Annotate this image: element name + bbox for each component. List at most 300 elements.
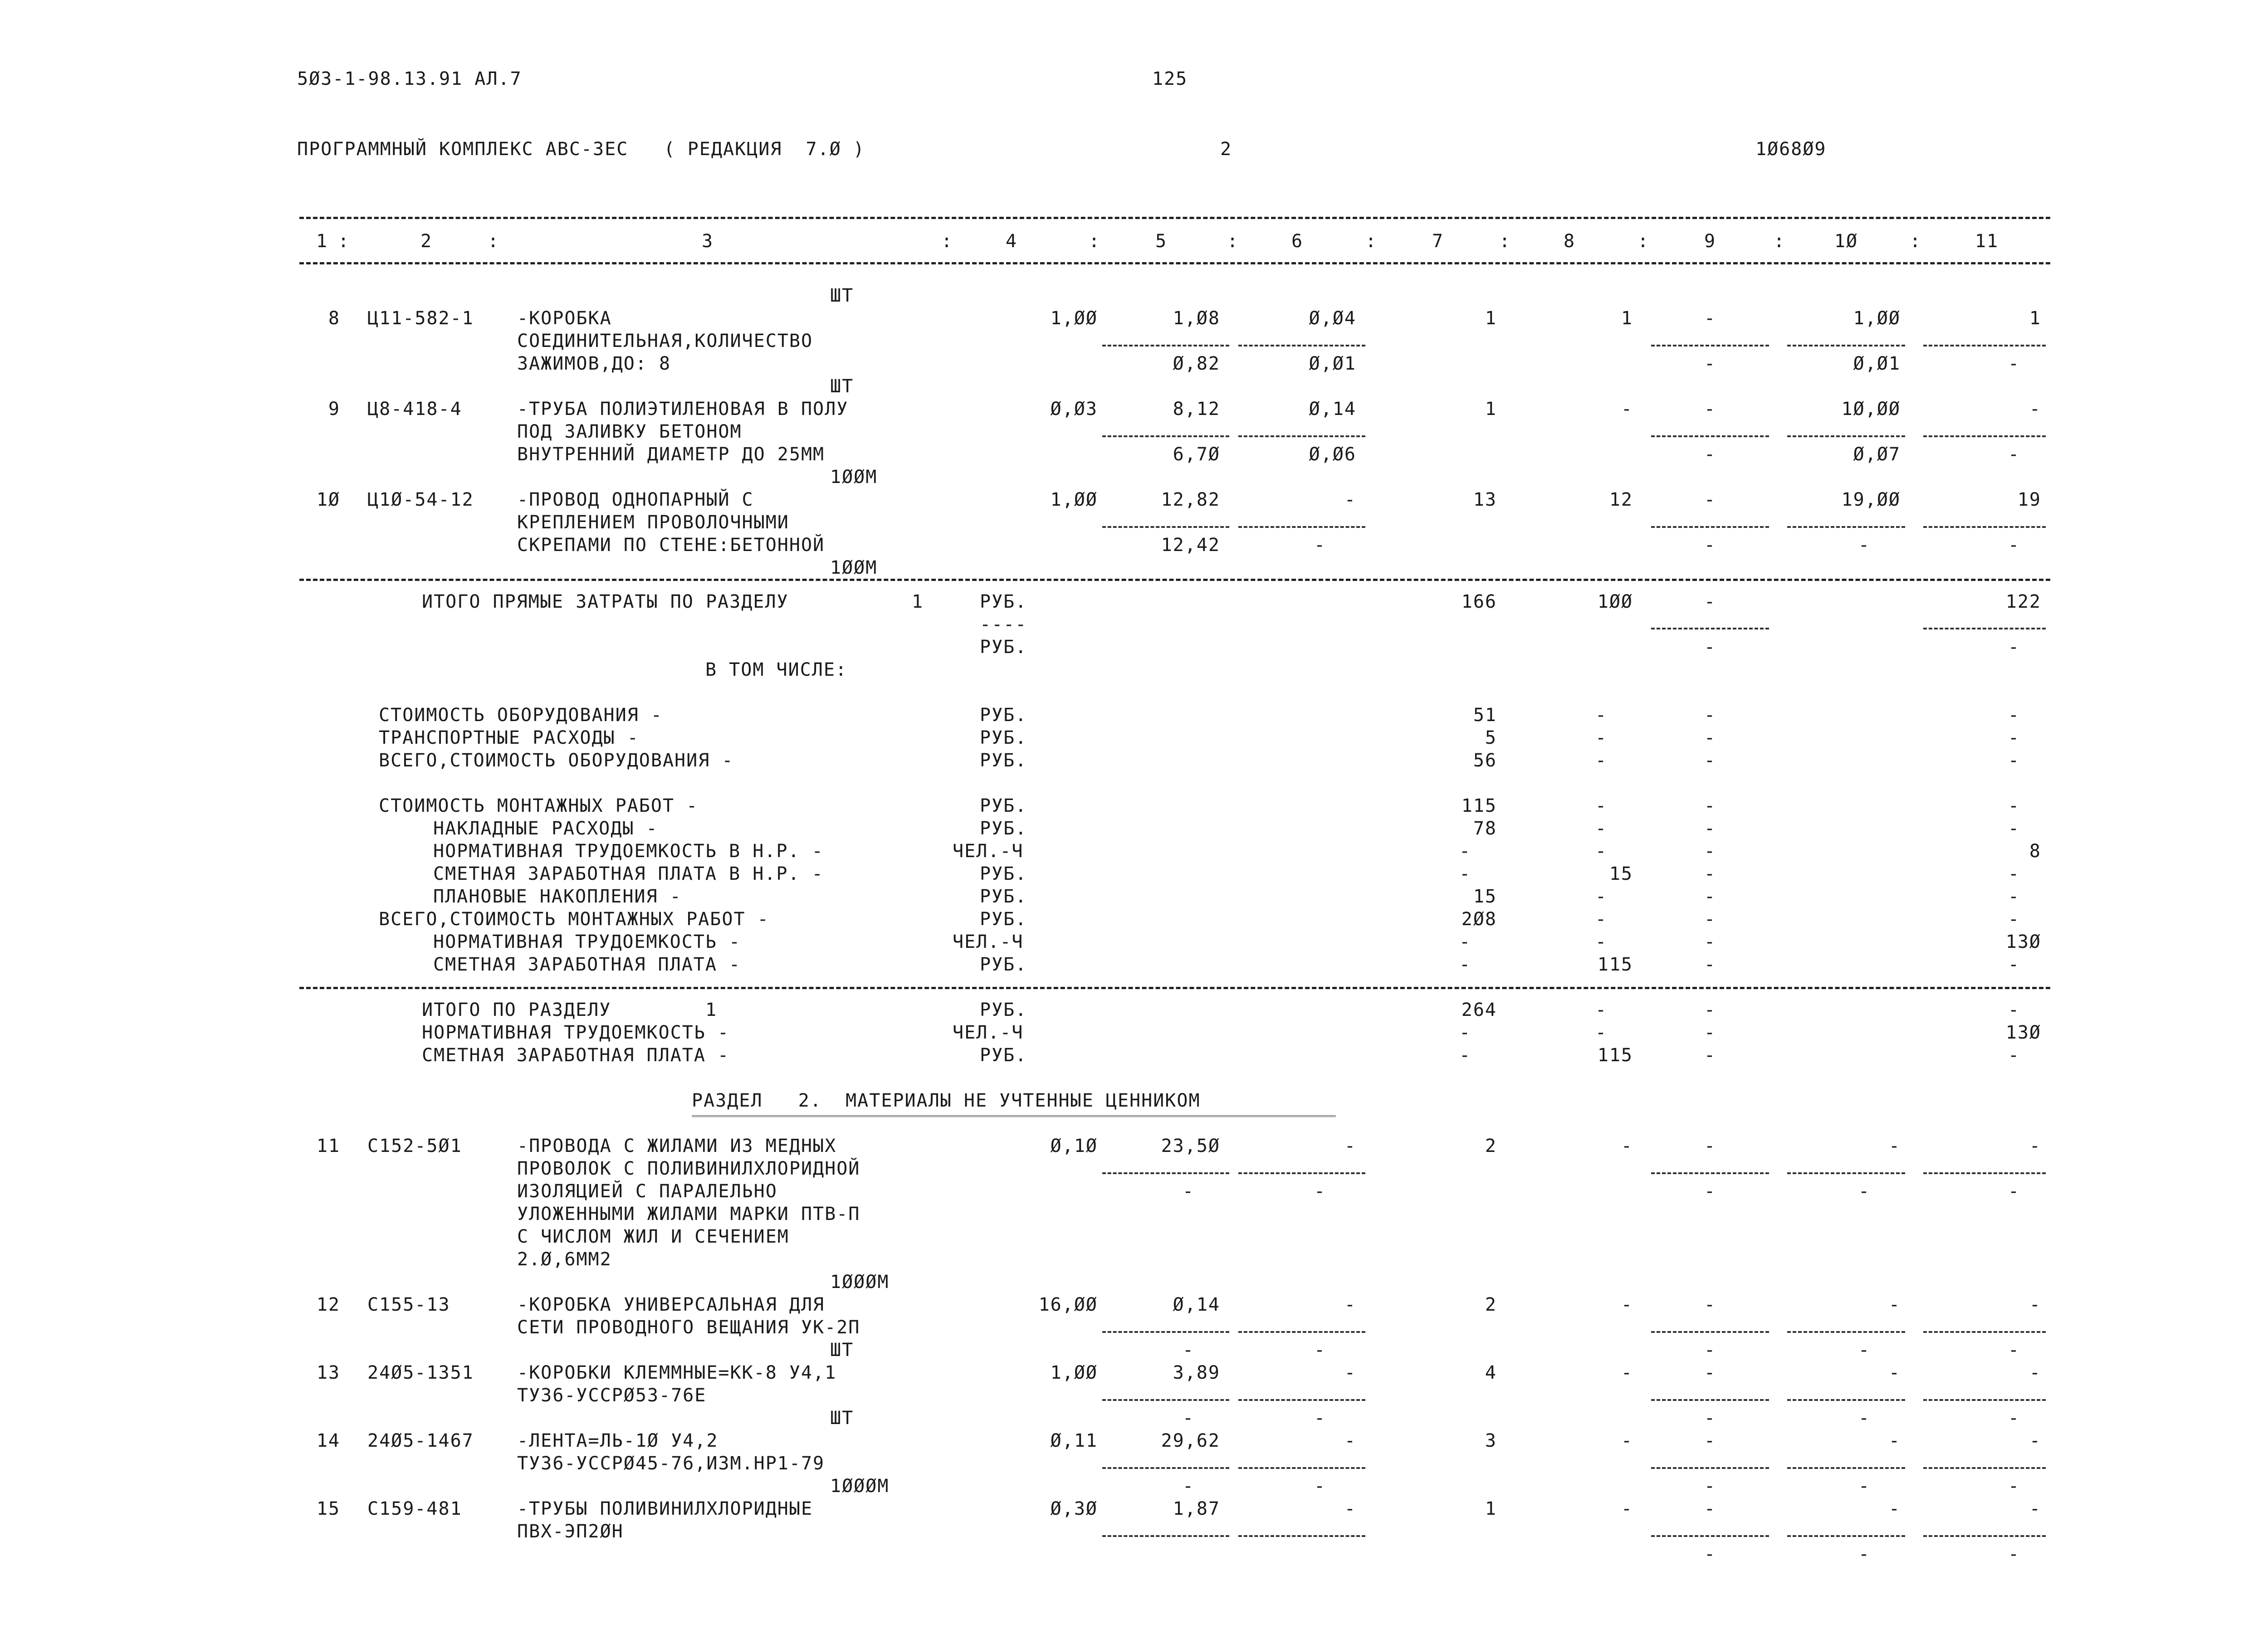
cell-c9b: -	[1704, 353, 1716, 374]
breakdown-c9: -	[1704, 727, 1716, 748]
cell-c10b: -	[1858, 1408, 1871, 1429]
subtotal-dash	[1102, 1172, 1229, 1174]
total-cell: 122	[2005, 591, 2041, 612]
item-name-line: СКРЕПАМИ ПО СТЕНЕ:БЕТОННОЙ	[517, 535, 825, 556]
cell-c4: 16,ØØ	[1038, 1294, 1098, 1315]
cell-c9: -	[1704, 1498, 1716, 1519]
column-header: 4	[1005, 231, 1018, 252]
subtotal-dash	[1102, 345, 1229, 346]
subtotal-dash	[1102, 526, 1229, 528]
unit-label: 1ØØМ	[830, 467, 878, 488]
breakdown-unit: РУБ.	[980, 750, 1027, 771]
breakdown-c9: -	[1704, 795, 1716, 816]
unit-label: ШТ	[830, 1340, 854, 1361]
cell-c5b: -	[1182, 1340, 1195, 1361]
item-name-line: -ТРУБЫ ПОЛИВИНИЛХЛОРИДНЫЕ	[517, 1498, 813, 1519]
breakdown-unit: РУБ.	[980, 886, 1027, 907]
subtotal-dash	[1923, 1467, 2046, 1469]
cell-c11b: -	[2008, 1181, 2020, 1202]
cell-c11b: -	[2008, 353, 2020, 374]
cell-c7: 1	[1485, 399, 1497, 420]
subtotal-dash	[1102, 435, 1229, 437]
breakdown-unit: ЧЕЛ.-Ч	[953, 932, 1024, 952]
breakdown-c7: -	[1459, 863, 1471, 884]
breakdown-c8: -	[1595, 909, 1608, 930]
cell-c9b: -	[1704, 1476, 1716, 1497]
section-total-unit: ЧЕЛ.-Ч	[953, 1022, 1024, 1043]
cell-c6: -	[1344, 1136, 1356, 1156]
cell-c10b: -	[1858, 1340, 1871, 1361]
cell-c11: -	[2029, 399, 2041, 420]
cell-c11: 1	[2029, 308, 2041, 329]
breakdown-c11: 8	[2029, 841, 2041, 862]
breakdown-unit: РУБ.	[980, 727, 1027, 748]
item-name-line: -КОРОБКИ КЛЕММНЫЕ=КК-8 У4,1	[517, 1362, 837, 1383]
item-code: Ц11-582-1	[367, 308, 474, 329]
breakdown-label: СМЕТНАЯ ЗАРАБОТНАЯ ПЛАТА В Н.Р. -	[433, 863, 824, 884]
breakdown-c9: -	[1704, 750, 1716, 771]
cell-c10: -	[1888, 1136, 1901, 1156]
subtotal-dash	[1102, 1467, 1229, 1469]
breakdown-c11: -	[2008, 909, 2020, 930]
cell-c9: -	[1704, 1362, 1716, 1383]
item-name-line: -ТРУБА ПОЛИЭТИЛЕНОВАЯ В ПОЛУ	[517, 399, 849, 420]
section-total-label: СМЕТНАЯ ЗАРАБОТНАЯ ПЛАТА -	[422, 1045, 730, 1066]
section2-title: РАЗДЕЛ 2. МАТЕРИАЛЫ НЕ УЧТЕННЫЕ ЦЕННИКОМ	[692, 1090, 1201, 1111]
subtotal-dash	[1238, 1399, 1365, 1401]
item-name-line: С ЧИСЛОМ ЖИЛ И СЕЧЕНИЕМ	[517, 1226, 789, 1247]
cell-c7: 1	[1485, 308, 1497, 329]
section-total-label: НОРМАТИВНАЯ ТРУДОЕМКОСТЬ -	[422, 1022, 730, 1043]
column-header: 1	[316, 231, 328, 252]
subtotal-dash	[1923, 1535, 2046, 1537]
total-cell: -	[2008, 637, 2020, 658]
item-name-line: КРЕПЛЕНИЕМ ПРОВОЛОЧНЫМИ	[517, 512, 789, 533]
subtotal-dash	[1787, 1467, 1905, 1469]
cell-c8: -	[1621, 399, 1633, 420]
cell-c10: -	[1888, 1498, 1901, 1519]
cell-c6: -	[1344, 1498, 1356, 1519]
section-total-c9: -	[1704, 1000, 1716, 1020]
cell-c7: 4	[1485, 1362, 1497, 1383]
total-unit: РУБ.	[980, 591, 1027, 612]
item-name-line: -КОРОБКА	[517, 308, 612, 329]
cell-c11b: -	[2008, 535, 2020, 556]
subtotal-dash	[1923, 1399, 2046, 1401]
subtotal-dash	[1787, 435, 1905, 437]
including-label: В ТОМ ЧИСЛЕ:	[705, 659, 847, 680]
cell-c6b: Ø,Ø1	[1309, 353, 1356, 374]
item-name-line: ВНУТРЕННИЙ ДИАМЕТР ДО 25ММ	[517, 444, 825, 465]
cell-c8: -	[1621, 1294, 1633, 1315]
breakdown-c9: -	[1704, 705, 1716, 726]
item-name-line: СЕТИ ПРОВОДНОГО ВЕЩАНИЯ УК-2П	[517, 1317, 860, 1338]
breakdown-c7: -	[1459, 841, 1471, 862]
breakdown-c7: 5	[1485, 727, 1497, 748]
section-total-c11: -	[2008, 1000, 2020, 1020]
section-total-unit: РУБ.	[980, 1000, 1027, 1020]
subtotal-dash	[1651, 526, 1769, 528]
cell-c10b: -	[1858, 1181, 1871, 1202]
subtotal-dash	[1787, 1331, 1905, 1333]
cell-c9: -	[1704, 308, 1716, 329]
cell-c5b: 6,7Ø	[1173, 444, 1220, 465]
breakdown-c7: 115	[1461, 795, 1497, 816]
cell-c7: 2	[1485, 1136, 1497, 1156]
unit-label: ШТ	[830, 376, 854, 397]
cell-c11: -	[2029, 1294, 2041, 1315]
subtotal-dash	[1787, 526, 1905, 528]
cell-c11: -	[2029, 1136, 2041, 1156]
breakdown-c7: 2Ø8	[1461, 909, 1497, 930]
cell-c7: 13	[1473, 489, 1497, 510]
item-number: 8	[328, 308, 340, 329]
document-page: 5Ø3-1-98.13.91 АЛ.7 125 ПРОГРАММНЫЙ КОМПЛЕКС АВС-3ЕС ( РЕДАКЦИЯ 7.Ø ) 2 1Ø68Ø9 1 2 3 4 5 6 7 8 9 1Ø 11 : : : : : : : : : : ШТ 8 Ц11-582-1 -КОРОБКА СОЕДИНИТЕЛЬНАЯ,КОЛИЧЕСТВО ЗАЖИМОВ,ДО: 8 1,ØØ 1,Ø8 Ø,Ø4 1 1 1,ØØ 1 - Ø,82 Ø,Ø1 - Ø,Ø1 - ШТ 9 Ц8-418-4 -ТРУБА ПОЛИЭТИЛЕНОВАЯ В ПОЛУ ПОД ЗАЛИВКУ БЕТОНОМ ВНУТРЕННИЙ ДИАМЕТР ДО 25ММ Ø,Ø3 8,12 Ø,14 1 - 1Ø,ØØ - - 6,7Ø Ø,Ø6 - Ø,Ø7 - 1ØØМ 1Ø Ц1Ø-54-12 -ПРОВОД ОДНОПАРНЫЙ С КРЕПЛЕНИЕМ ПРОВОЛОЧНЫМИ СКРЕПАМИ ПО СТЕНЕ:БЕТОННОЙ 1,ØØ 12,82 - 13 12 19,ØØ 19 - 12,42 - - - - 1ØØМ ИТОГО ПРЯМЫЕ ЗАТРАТЫ ПО РАЗДЕЛУ 1 РУБ. ---- РУБ. 166 1ØØ - - 122 - В ТОМ ЧИСЛЕ: СТОИМОСТЬ ОБОРУДОВАНИЯ - РУБ. 51 - - - ТРАНСПОРТНЫЕ РАСХОДЫ - РУБ. 5 - - - ВСЕГО,СТОИМОСТЬ ОБОРУДОВАНИЯ - РУБ. 56 - - - СТОИМОСТЬ МОНТАЖНЫХ РАБОТ - РУБ. 115 - - - НАКЛАДНЫЕ РАСХОДЫ - РУБ. 78 - - - НОРМАТИВНАЯ ТРУДОЕМКОСТЬ В Н.Р. - ЧЕЛ.-Ч - - - 8 СМЕТНАЯ ЗАРАБОТНАЯ ПЛАТА В Н.Р. - РУБ. - 15 - - ПЛАНОВЫЕ НАКОПЛЕНИЯ - РУБ. 15 - - - ВСЕГО,СТОИМОСТЬ МОНТАЖНЫХ РАБОТ - РУБ. 2Ø8 - - - НОРМАТИВНАЯ ТРУДОЕМКОСТЬ - ЧЕЛ.-Ч - - - 13Ø СМЕТНАЯ ЗАРАБОТНАЯ ПЛАТА - РУБ. - 115 - - ИТОГО ПО РАЗДЕЛУ 1 РУБ. 264 - - - НОРМАТИВНАЯ ТРУДОЕМКОСТЬ - ЧЕЛ.-Ч - - - 13Ø СМЕТНАЯ ЗАРАБОТНАЯ ПЛАТА - РУБ. - 115 - - РАЗДЕЛ 2. МАТЕРИАЛЫ НЕ УЧТЕННЫЕ ЦЕННИКОМ 11 С152-5Ø1 -ПРОВОДА С ЖИЛАМИ ИЗ МЕДНЫХ ПРОВОЛОК С ПОЛИВИНИЛХЛОРИДНОЙ ИЗОЛЯЦИЕЙ С ПАРАЛЕЛЬНО УЛОЖЕННЫМИ ЖИЛАМИ МАРКИ ПТВ-П С ЧИСЛОМ ЖИЛ И СЕЧЕНИЕМ 2.Ø,6ММ2 Ø,1Ø 23,5Ø - 2 - - - - - - - - - 1ØØØМ 12 С155-13 -КОРОБКА УНИВЕРСАЛЬНАЯ ДЛЯ СЕТИ ПРОВОДНОГО ВЕЩАНИЯ УК-2П 16,ØØ Ø,14 - 2 - - - - - - - - - ШТ 13 24Ø5-1351 -КОРОБКИ КЛЕММНЫЕ=КК-8 У4,1 ТУ36-УССРØ53-76Е 1,ØØ 3,89 - 4 - - - - - - - - - ШТ 14 24Ø5-1467 -ЛЕНТА=ЛЬ-1Ø У4,2 ТУ36-УССРØ45-76,ИЗМ.НР1-79 Ø,11 29,62 - 3 - - - - - - - - - 1ØØØМ 15 С159-481 -ТРУБЫ ПОЛИВИНИЛХЛОРИДНЫЕ ПВХ-ЭП2ØН Ø,3Ø 1,87 - 1 - - - - - - -	[0, 0, 2268, 1639]
total-cell: 166	[1461, 591, 1497, 612]
unit-label: 1ØØØМ	[830, 1272, 890, 1293]
program-code: 1Ø68Ø9	[1755, 139, 1827, 160]
cell-c7: 1	[1485, 1498, 1497, 1519]
cell-c8: -	[1621, 1362, 1633, 1383]
subtotal-dash	[1238, 1172, 1365, 1174]
cell-c10b: Ø,Ø7	[1853, 444, 1901, 465]
cell-c9b: -	[1704, 1340, 1716, 1361]
breakdown-unit: РУБ.	[980, 818, 1027, 839]
breakdown-unit: ЧЕЛ.-Ч	[953, 841, 1024, 862]
breakdown-c8: -	[1595, 886, 1608, 907]
item-name-line: ТУ36-УССРØ45-76,ИЗМ.НР1-79	[517, 1453, 825, 1474]
breakdown-label: ТРАНСПОРТНЫЕ РАСХОДЫ -	[379, 727, 639, 748]
subtotal-dash	[1787, 1172, 1905, 1174]
breakdown-c7: 56	[1473, 750, 1497, 771]
item-number: 11	[316, 1136, 340, 1156]
program-title: ПРОГРАММНЫЙ КОМПЛЕКС АВС-3ЕС ( РЕДАКЦИЯ 7.Ø )	[297, 139, 865, 160]
cell-c6b: -	[1314, 1340, 1326, 1361]
cell-c10: -	[1888, 1430, 1901, 1451]
total-section: 1	[912, 591, 924, 612]
subtotal-dash	[1923, 1331, 2046, 1333]
breakdown-c9: -	[1704, 932, 1716, 952]
cell-c5: 8,12	[1173, 399, 1220, 420]
column-header: 11	[1975, 231, 1999, 252]
cell-c5b: 12,42	[1161, 535, 1220, 556]
column-header: 2	[420, 231, 433, 252]
cell-c5: Ø,14	[1173, 1294, 1220, 1315]
cell-c6b: -	[1314, 1181, 1326, 1202]
cell-c4: Ø,11	[1050, 1430, 1098, 1451]
cell-c9b: -	[1704, 535, 1716, 556]
column-header: 8	[1563, 231, 1576, 252]
breakdown-c11: -	[2008, 750, 2020, 771]
cell-c9: -	[1704, 1136, 1716, 1156]
subtotal-dash	[1102, 1331, 1229, 1333]
cell-c5b: -	[1182, 1181, 1195, 1202]
section-total-number: 1	[705, 1000, 718, 1020]
item-name-line: ТУ36-УССРØ53-76Е	[517, 1385, 707, 1406]
cell-c5b: Ø,82	[1173, 353, 1220, 374]
cell-c5b: -	[1182, 1408, 1195, 1429]
column-header: 5	[1155, 231, 1168, 252]
section-total-c8: 115	[1597, 1045, 1633, 1066]
section-total-c7: -	[1459, 1045, 1471, 1066]
item-code: Ц1Ø-54-12	[367, 489, 474, 510]
total-cell: 1ØØ	[1597, 591, 1633, 612]
cell-c9b: -	[1704, 444, 1716, 465]
breakdown-c11: 13Ø	[2005, 932, 2041, 952]
item-name-line: ЗАЖИМОВ,ДО: 8	[517, 353, 671, 374]
cell-c11: 19	[2017, 489, 2041, 510]
cell-c8: -	[1621, 1498, 1633, 1519]
column-header: 1Ø	[1834, 231, 1858, 252]
breakdown-c7: -	[1459, 932, 1471, 952]
cell-c5: 29,62	[1161, 1430, 1220, 1451]
cell-c11b: -	[2008, 1340, 2020, 1361]
cell-c5: 1,87	[1173, 1498, 1220, 1519]
breakdown-c9: -	[1704, 886, 1716, 907]
breakdown-c9: -	[1704, 841, 1716, 862]
total-cell: -	[1704, 637, 1716, 658]
title-underline	[692, 1115, 1336, 1119]
cell-c6: -	[1344, 489, 1356, 510]
cell-c6b: -	[1314, 1408, 1326, 1429]
subtotal-dash	[1651, 1467, 1769, 1469]
subtotal-dash	[1651, 1172, 1769, 1174]
breakdown-c9: -	[1704, 954, 1716, 975]
cell-c8: 12	[1609, 489, 1633, 510]
subtotal-dash	[1923, 1172, 2046, 1174]
cell-c8: 1	[1621, 308, 1633, 329]
breakdown-c8: 15	[1609, 863, 1633, 884]
section-total-c11: -	[2008, 1045, 2020, 1066]
cell-c10b: -	[1858, 1544, 1871, 1565]
sheet-number: 2	[1220, 139, 1232, 160]
cell-c6: -	[1344, 1362, 1356, 1383]
subtotal-dash	[1102, 1399, 1229, 1401]
total-unit-separator: ----	[980, 614, 1027, 635]
cell-c7: 3	[1485, 1430, 1497, 1451]
cell-c11b: -	[2008, 1544, 2020, 1565]
cell-c10b: -	[1858, 535, 1871, 556]
breakdown-unit: РУБ.	[980, 954, 1027, 975]
section-total-c7: 264	[1461, 1000, 1497, 1020]
breakdown-c8: -	[1595, 818, 1608, 839]
cell-c6: Ø,14	[1309, 399, 1356, 420]
breakdown-label: НАКЛАДНЫЕ РАСХОДЫ -	[433, 818, 658, 839]
item-name-line: СОЕДИНИТЕЛЬНАЯ,КОЛИЧЕСТВО	[517, 331, 813, 351]
cell-c4: Ø,1Ø	[1050, 1136, 1098, 1156]
breakdown-c8: -	[1595, 750, 1608, 771]
item-number: 15	[316, 1498, 340, 1519]
item-name-line: -ЛЕНТА=ЛЬ-1Ø У4,2	[517, 1430, 719, 1451]
cell-c10: 1Ø,ØØ	[1841, 399, 1901, 420]
total-unit: РУБ.	[980, 637, 1027, 658]
breakdown-label: СТОИМОСТЬ ОБОРУДОВАНИЯ -	[379, 705, 663, 726]
cell-c5: 23,5Ø	[1161, 1136, 1220, 1156]
cell-c5: 12,82	[1161, 489, 1220, 510]
unit-label: 1ØØØМ	[830, 1476, 890, 1497]
breakdown-c7: 51	[1473, 705, 1497, 726]
section-total-c11: 13Ø	[2005, 1022, 2041, 1043]
cell-c11b: -	[2008, 1476, 2020, 1497]
section-total-label: ИТОГО ПО РАЗДЕЛУ	[422, 1000, 611, 1020]
cell-c4: 1,ØØ	[1050, 1362, 1098, 1383]
divider	[299, 987, 2050, 989]
item-code: 24Ø5-1467	[367, 1430, 474, 1451]
cell-c9: -	[1704, 489, 1716, 510]
cell-c9: -	[1704, 399, 1716, 420]
subtotal-dash	[1102, 1535, 1229, 1537]
section-total-c8: -	[1595, 1000, 1608, 1020]
subtotal-dash	[1923, 526, 2046, 528]
cell-c10b: Ø,Ø1	[1853, 353, 1901, 374]
breakdown-label: СМЕТНАЯ ЗАРАБОТНАЯ ПЛАТА -	[433, 954, 741, 975]
total-cell: -	[1704, 591, 1716, 612]
breakdown-c11: -	[2008, 795, 2020, 816]
breakdown-label: СТОИМОСТЬ МОНТАЖНЫХ РАБОТ -	[379, 795, 699, 816]
cell-c9: -	[1704, 1430, 1716, 1451]
cell-c8: -	[1621, 1136, 1633, 1156]
breakdown-c11: -	[2008, 727, 2020, 748]
breakdown-c7: -	[1459, 954, 1471, 975]
breakdown-c7: 15	[1473, 886, 1497, 907]
breakdown-unit: РУБ.	[980, 863, 1027, 884]
subtotal-dash	[1238, 1535, 1365, 1537]
unit-label: 1ØØМ	[830, 557, 878, 578]
cell-c4: Ø,3Ø	[1050, 1498, 1098, 1519]
item-number: 12	[316, 1294, 340, 1315]
item-number: 14	[316, 1430, 340, 1451]
item-code: Ц8-418-4	[367, 399, 462, 420]
item-code: 24Ø5-1351	[367, 1362, 474, 1383]
subtotal-dash	[1651, 1399, 1769, 1401]
subtotal-dash	[1651, 1535, 1769, 1537]
breakdown-c8: -	[1595, 932, 1608, 952]
cell-c4: Ø,Ø3	[1050, 399, 1098, 420]
breakdown-c11: -	[2008, 886, 2020, 907]
subtotal-dash	[1651, 435, 1769, 437]
item-number: 13	[316, 1362, 340, 1383]
item-name-line: -КОРОБКА УНИВЕРСАЛЬНАЯ ДЛЯ	[517, 1294, 825, 1315]
breakdown-label: ПЛАНОВЫЕ НАКОПЛЕНИЯ -	[433, 886, 682, 907]
unit-label: ШТ	[830, 285, 854, 306]
breakdown-c9: -	[1704, 909, 1716, 930]
cell-c9b: -	[1704, 1181, 1716, 1202]
cell-c11: -	[2029, 1498, 2041, 1519]
breakdown-label: ВСЕГО,СТОИМОСТЬ МОНТАЖНЫХ РАБОТ -	[379, 909, 769, 930]
divider	[299, 217, 2050, 219]
item-name-line: -ПРОВОД ОДНОПАРНЫЙ С	[517, 489, 754, 510]
cell-c9b: -	[1704, 1544, 1716, 1565]
breakdown-c9: -	[1704, 818, 1716, 839]
breakdown-c8: 115	[1597, 954, 1633, 975]
cell-c11b: -	[2008, 1408, 2020, 1429]
item-name-line: ПОД ЗАЛИВКУ БЕТОНОМ	[517, 421, 742, 442]
cell-c6: -	[1344, 1294, 1356, 1315]
item-code: С155-13	[367, 1294, 450, 1315]
breakdown-label: ВСЕГО,СТОИМОСТЬ ОБОРУДОВАНИЯ -	[379, 750, 734, 771]
breakdown-c7: 78	[1473, 818, 1497, 839]
breakdown-unit: РУБ.	[980, 795, 1027, 816]
item-number: 1Ø	[316, 489, 340, 510]
breakdown-c9: -	[1704, 863, 1716, 884]
unit-label: ШТ	[830, 1408, 854, 1429]
cell-c7: 2	[1485, 1294, 1497, 1315]
item-name-line: ПВХ-ЭП2ØН	[517, 1521, 624, 1542]
cell-c8: -	[1621, 1430, 1633, 1451]
section-total-c7: -	[1459, 1022, 1471, 1043]
breakdown-c11: -	[2008, 954, 2020, 975]
item-name-line: ИЗОЛЯЦИЕЙ С ПАРАЛЕЛЬНО	[517, 1181, 777, 1202]
breakdown-c8: -	[1595, 795, 1608, 816]
breakdown-c11: -	[2008, 863, 2020, 884]
cell-c5: 3,89	[1173, 1362, 1220, 1383]
document-code: 5Ø3-1-98.13.91 АЛ.7	[297, 68, 522, 89]
cell-c6b: -	[1314, 1476, 1326, 1497]
cell-c6b: -	[1314, 535, 1326, 556]
section-total-c8: -	[1595, 1022, 1608, 1043]
subtotal-dash	[1651, 345, 1769, 346]
page-number: 125	[1152, 68, 1188, 89]
cell-c10: -	[1888, 1294, 1901, 1315]
divider	[299, 262, 2050, 264]
breakdown-c8: -	[1595, 727, 1608, 748]
breakdown-label: НОРМАТИВНАЯ ТРУДОЕМКОСТЬ В Н.Р. -	[433, 841, 824, 862]
item-name-line: УЛОЖЕННЫМИ ЖИЛАМИ МАРКИ ПТВ-П	[517, 1204, 860, 1224]
breakdown-c8: -	[1595, 705, 1608, 726]
cell-c10: 19,ØØ	[1841, 489, 1901, 510]
subtotal-dash	[1787, 1399, 1905, 1401]
cell-c11: -	[2029, 1362, 2041, 1383]
breakdown-c8: -	[1595, 841, 1608, 862]
breakdown-c11: -	[2008, 818, 2020, 839]
cell-c9: -	[1704, 1294, 1716, 1315]
subtotal-dash	[1238, 1331, 1365, 1333]
column-header: 6	[1291, 231, 1304, 252]
column-header: 3	[701, 231, 714, 252]
cell-c6: -	[1344, 1430, 1356, 1451]
subtotal-dash	[1238, 435, 1365, 437]
cell-c11: -	[2029, 1430, 2041, 1451]
column-header: 7	[1432, 231, 1444, 252]
item-code: С152-5Ø1	[367, 1136, 462, 1156]
subtotal-dash	[1923, 345, 2046, 346]
cell-c10: 1,ØØ	[1853, 308, 1901, 329]
cell-c6b: Ø,Ø6	[1309, 444, 1356, 465]
cell-c5: 1,Ø8	[1173, 308, 1220, 329]
cell-c11b: -	[2008, 444, 2020, 465]
cell-c6: Ø,Ø4	[1309, 308, 1356, 329]
divider	[299, 579, 2050, 581]
breakdown-label: НОРМАТИВНАЯ ТРУДОЕМКОСТЬ -	[433, 932, 741, 952]
cell-c4: 1,ØØ	[1050, 308, 1098, 329]
item-name-line: 2.Ø,6ММ2	[517, 1249, 612, 1270]
section-total-c9: -	[1704, 1045, 1716, 1066]
item-name-line: -ПРОВОДА С ЖИЛАМИ ИЗ МЕДНЫХ	[517, 1136, 837, 1156]
cell-c5b: -	[1182, 1476, 1195, 1497]
cell-c9b: -	[1704, 1408, 1716, 1429]
item-code: С159-481	[367, 1498, 462, 1519]
breakdown-unit: РУБ.	[980, 705, 1027, 726]
item-number: 9	[328, 399, 340, 420]
item-name-line: ПРОВОЛОК С ПОЛИВИНИЛХЛОРИДНОЙ	[517, 1158, 860, 1179]
subtotal-dash	[1238, 526, 1365, 528]
section-total-c9: -	[1704, 1022, 1716, 1043]
section-total-unit: РУБ.	[980, 1045, 1027, 1066]
subtotal-dash	[1787, 1535, 1905, 1537]
total-label: ИТОГО ПРЯМЫЕ ЗАТРАТЫ ПО РАЗДЕЛУ	[422, 591, 789, 612]
cell-c4: 1,ØØ	[1050, 489, 1098, 510]
cell-c10b: -	[1858, 1476, 1871, 1497]
